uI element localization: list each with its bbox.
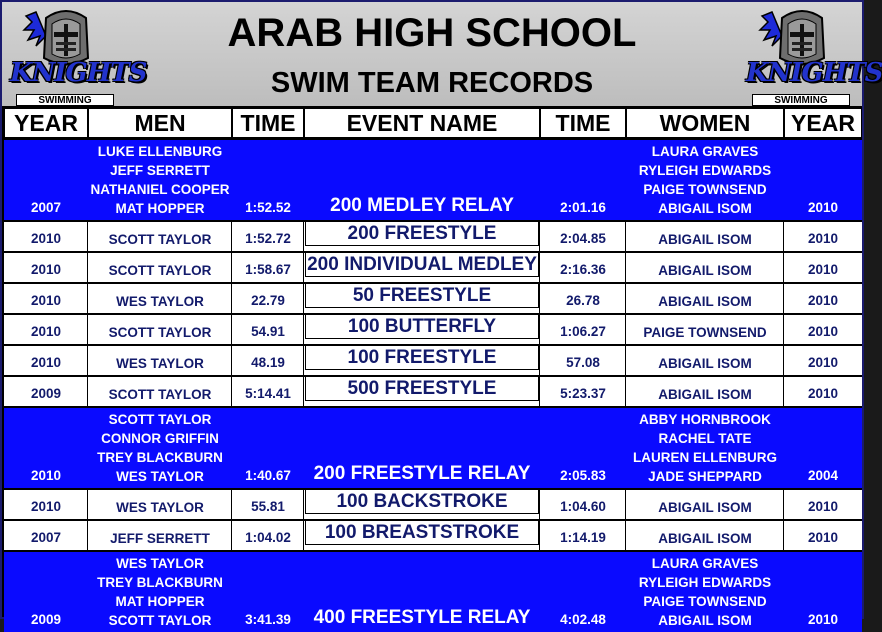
swimmer-name: LUKE ELLENBURG xyxy=(97,144,223,159)
men-record-holders xyxy=(88,140,232,220)
men-record-year: 2009 xyxy=(30,612,62,627)
women-record-time: 2:01.16 xyxy=(560,200,606,215)
swimmer-name: ABIGAIL ISOM xyxy=(658,232,752,247)
column-divider xyxy=(231,284,232,313)
column-divider xyxy=(539,490,540,519)
women-record-year: 2010 xyxy=(807,231,839,246)
men-record-year: 2007 xyxy=(30,200,62,215)
column-divider xyxy=(783,222,784,251)
men-record-year: 2010 xyxy=(30,231,62,246)
swimmer-name: WES TAYLOR xyxy=(116,556,204,571)
event-name: 100 BACKSTROKE xyxy=(305,489,539,514)
women-record-holders xyxy=(626,253,784,282)
event-name: 200 FREESTYLE RELAY xyxy=(313,463,531,484)
column-divider xyxy=(87,253,88,282)
column-divider xyxy=(539,346,540,375)
column-divider xyxy=(303,346,304,375)
men-record-year: 2010 xyxy=(30,262,62,277)
swimmer-name: ABBY HORNBROOK xyxy=(639,412,771,427)
logo-wordmark: KNIGHTS xyxy=(746,58,882,88)
column-divider xyxy=(303,253,304,282)
swimmer-name: SCOTT TAYLOR xyxy=(108,613,212,628)
swimmer-name: SCOTT TAYLOR xyxy=(108,263,212,278)
men-record-holders xyxy=(88,490,232,519)
column-divider xyxy=(87,521,88,550)
swimmer-name: WES TAYLOR xyxy=(116,294,204,309)
logo-band: SWIMMING xyxy=(16,94,114,106)
column-divider xyxy=(303,222,304,251)
men-record-time: 1:04.02 xyxy=(245,530,291,545)
event-name: 100 BUTTERFLY xyxy=(305,314,539,339)
women-record-holders xyxy=(626,552,784,632)
swimmer-name: ABIGAIL ISOM xyxy=(658,263,752,278)
column-header: YEAR xyxy=(784,108,862,138)
women-record-holders xyxy=(626,408,784,488)
women-record-year: 2010 xyxy=(807,499,839,514)
column-divider xyxy=(303,521,304,550)
event-name: 400 FREESTYLE RELAY xyxy=(313,607,531,628)
column-divider xyxy=(539,521,540,550)
column-divider xyxy=(231,315,232,344)
women-record-time: 2:16.36 xyxy=(560,262,606,277)
swimmer-name: SCOTT TAYLOR xyxy=(108,412,212,427)
swimmer-name: LAURA GRAVES xyxy=(651,144,759,159)
swimmer-name: JEFF SERRETT xyxy=(110,531,210,546)
column-divider xyxy=(231,521,232,550)
women-record-holders xyxy=(626,284,784,313)
column-divider xyxy=(87,284,88,313)
column-divider xyxy=(231,222,232,251)
column-divider xyxy=(783,284,784,313)
women-record-time: 57.08 xyxy=(566,355,600,370)
men-record-holders xyxy=(88,552,232,632)
men-record-holders xyxy=(88,315,232,344)
column-divider xyxy=(303,284,304,313)
swimmer-name: WES TAYLOR xyxy=(116,500,204,515)
women-record-year: 2010 xyxy=(807,386,839,401)
men-record-time: 1:52.52 xyxy=(245,200,291,215)
column-header: WOMEN xyxy=(626,108,784,138)
column-divider xyxy=(303,315,304,344)
column-divider xyxy=(625,315,626,344)
women-record-year: 2004 xyxy=(807,468,839,483)
swimmer-name: SCOTT TAYLOR xyxy=(108,232,212,247)
page-title: ARAB HIGH SCHOOL xyxy=(227,11,637,55)
column-divider xyxy=(625,377,626,406)
men-record-year: 2007 xyxy=(30,530,62,545)
column-divider xyxy=(87,315,88,344)
column-divider xyxy=(303,377,304,406)
men-record-holders xyxy=(88,222,232,251)
men-record-time: 5:14.41 xyxy=(245,386,291,401)
swimmer-name: RYLEIGH EDWARDS xyxy=(638,163,772,178)
women-record-year: 2010 xyxy=(807,324,839,339)
swimmer-name: ABIGAIL ISOM xyxy=(658,613,752,628)
swimmer-name: ABIGAIL ISOM xyxy=(658,356,752,371)
page-subtitle: SWIM TEAM RECORDS xyxy=(270,67,594,99)
column-divider xyxy=(625,490,626,519)
swimmer-name: WES TAYLOR xyxy=(116,356,204,371)
swimmer-name: TREY BLACKBURN xyxy=(97,450,223,465)
column-divider xyxy=(539,284,540,313)
header-banner xyxy=(2,2,882,106)
women-record-holders xyxy=(626,377,784,406)
column-divider xyxy=(783,315,784,344)
men-record-time: 1:40.67 xyxy=(245,468,291,483)
swimmer-name: ABIGAIL ISOM xyxy=(658,294,752,309)
column-divider xyxy=(625,346,626,375)
event-name: 200 INDIVIDUAL MEDLEY xyxy=(305,252,539,277)
men-record-time: 22.79 xyxy=(251,293,285,308)
men-record-time: 1:52.72 xyxy=(245,231,291,246)
men-record-holders xyxy=(88,284,232,313)
women-record-time: 2:05.83 xyxy=(560,468,606,483)
column-divider xyxy=(87,222,88,251)
column-divider xyxy=(231,253,232,282)
column-divider xyxy=(783,253,784,282)
women-record-year: 2010 xyxy=(807,293,839,308)
event-name: 100 FREESTYLE xyxy=(305,345,539,370)
column-header: EVENT NAME xyxy=(304,108,540,138)
column-divider xyxy=(783,490,784,519)
logo-wordmark: KNIGHTS xyxy=(10,58,147,88)
column-header: MEN xyxy=(88,108,232,138)
column-divider xyxy=(87,377,88,406)
men-record-holders xyxy=(88,377,232,406)
swimmer-name: ABIGAIL ISOM xyxy=(658,531,752,546)
column-divider xyxy=(539,253,540,282)
swimmer-name: ABIGAIL ISOM xyxy=(658,500,752,515)
swimmer-name: ABIGAIL ISOM xyxy=(658,201,752,216)
swimmer-name: WES TAYLOR xyxy=(116,469,204,484)
swimmer-name: LAUREN ELLENBURG xyxy=(633,450,777,465)
men-record-time: 54.91 xyxy=(251,324,285,339)
column-header: TIME xyxy=(232,108,304,138)
men-record-time: 48.19 xyxy=(251,355,285,370)
column-divider xyxy=(87,346,88,375)
men-record-holders xyxy=(88,253,232,282)
column-divider xyxy=(539,222,540,251)
women-record-year: 2010 xyxy=(807,530,839,545)
women-record-time: 1:06.27 xyxy=(560,324,606,339)
men-record-year: 2010 xyxy=(30,499,62,514)
swimmer-name: CONNOR GRIFFIN xyxy=(101,431,219,446)
women-record-time: 1:14.19 xyxy=(560,530,606,545)
men-record-holders xyxy=(88,408,232,488)
men-record-time: 3:41.39 xyxy=(245,612,291,627)
swimmer-name: ABIGAIL ISOM xyxy=(658,387,752,402)
column-divider xyxy=(87,490,88,519)
men-record-holders xyxy=(88,346,232,375)
column-header: TIME xyxy=(540,108,626,138)
column-divider xyxy=(231,377,232,406)
column-divider xyxy=(539,315,540,344)
swimmer-name: JEFF SERRETT xyxy=(110,163,210,178)
column-divider xyxy=(231,490,232,519)
column-divider xyxy=(539,377,540,406)
women-record-year: 2010 xyxy=(807,200,839,215)
column-divider xyxy=(783,377,784,406)
women-record-time: 26.78 xyxy=(566,293,600,308)
swimmer-name: RACHEL TATE xyxy=(658,431,752,446)
column-divider xyxy=(625,222,626,251)
women-record-year: 2010 xyxy=(807,262,839,277)
knight-logo-right xyxy=(742,6,882,106)
event-name: 500 FREESTYLE xyxy=(305,376,539,401)
event-name: 100 BREASTSTROKE xyxy=(305,520,539,545)
women-record-holders xyxy=(626,490,784,519)
column-divider xyxy=(783,346,784,375)
event-name: 50 FREESTYLE xyxy=(305,283,539,308)
swimmer-name: LAURA GRAVES xyxy=(651,556,759,571)
men-record-year: 2010 xyxy=(30,355,62,370)
men-record-year: 2010 xyxy=(30,293,62,308)
women-record-holders xyxy=(626,315,784,344)
swimmer-name: TREY BLACKBURN xyxy=(97,575,223,590)
swimmer-name: PAIGE TOWNSEND xyxy=(643,594,767,609)
swimmer-name: SCOTT TAYLOR xyxy=(108,325,212,340)
swimmer-name: SCOTT TAYLOR xyxy=(108,387,212,402)
men-record-time: 55.81 xyxy=(251,499,285,514)
women-record-year: 2010 xyxy=(807,355,839,370)
logo-band: SWIMMING xyxy=(752,94,850,106)
swimmer-name: PAIGE TOWNSEND xyxy=(643,325,767,340)
swimmer-name: PAIGE TOWNSEND xyxy=(643,182,767,197)
swimmer-name: JADE SHEPPARD xyxy=(648,469,762,484)
column-divider xyxy=(783,521,784,550)
men-record-year: 2010 xyxy=(30,468,62,483)
women-record-year: 2010 xyxy=(807,612,839,627)
women-record-holders xyxy=(626,521,784,550)
men-record-holders xyxy=(88,521,232,550)
swimmer-name: MAT HOPPER xyxy=(115,594,205,609)
column-divider xyxy=(303,490,304,519)
column-divider xyxy=(625,284,626,313)
women-record-holders xyxy=(626,140,784,220)
men-record-time: 1:58.67 xyxy=(245,262,291,277)
men-record-year: 2010 xyxy=(30,324,62,339)
column-divider xyxy=(625,521,626,550)
women-record-time: 5:23.37 xyxy=(560,386,606,401)
men-record-year: 2009 xyxy=(30,386,62,401)
women-record-time: 1:04.60 xyxy=(560,499,606,514)
women-record-time: 2:04.85 xyxy=(560,231,606,246)
event-name: 200 MEDLEY RELAY xyxy=(330,195,514,216)
women-record-time: 4:02.48 xyxy=(560,612,606,627)
swimmer-name: NATHANIEL COOPER xyxy=(90,182,230,197)
swimmer-name: MAT HOPPER xyxy=(115,201,205,216)
women-record-holders xyxy=(626,346,784,375)
swimmer-name: RYLEIGH EDWARDS xyxy=(638,575,772,590)
column-divider xyxy=(231,346,232,375)
column-divider xyxy=(625,253,626,282)
column-header: YEAR xyxy=(4,108,88,138)
event-name: 200 FREESTYLE xyxy=(305,221,539,246)
knight-logo-left xyxy=(6,6,147,106)
women-record-holders xyxy=(626,222,784,251)
